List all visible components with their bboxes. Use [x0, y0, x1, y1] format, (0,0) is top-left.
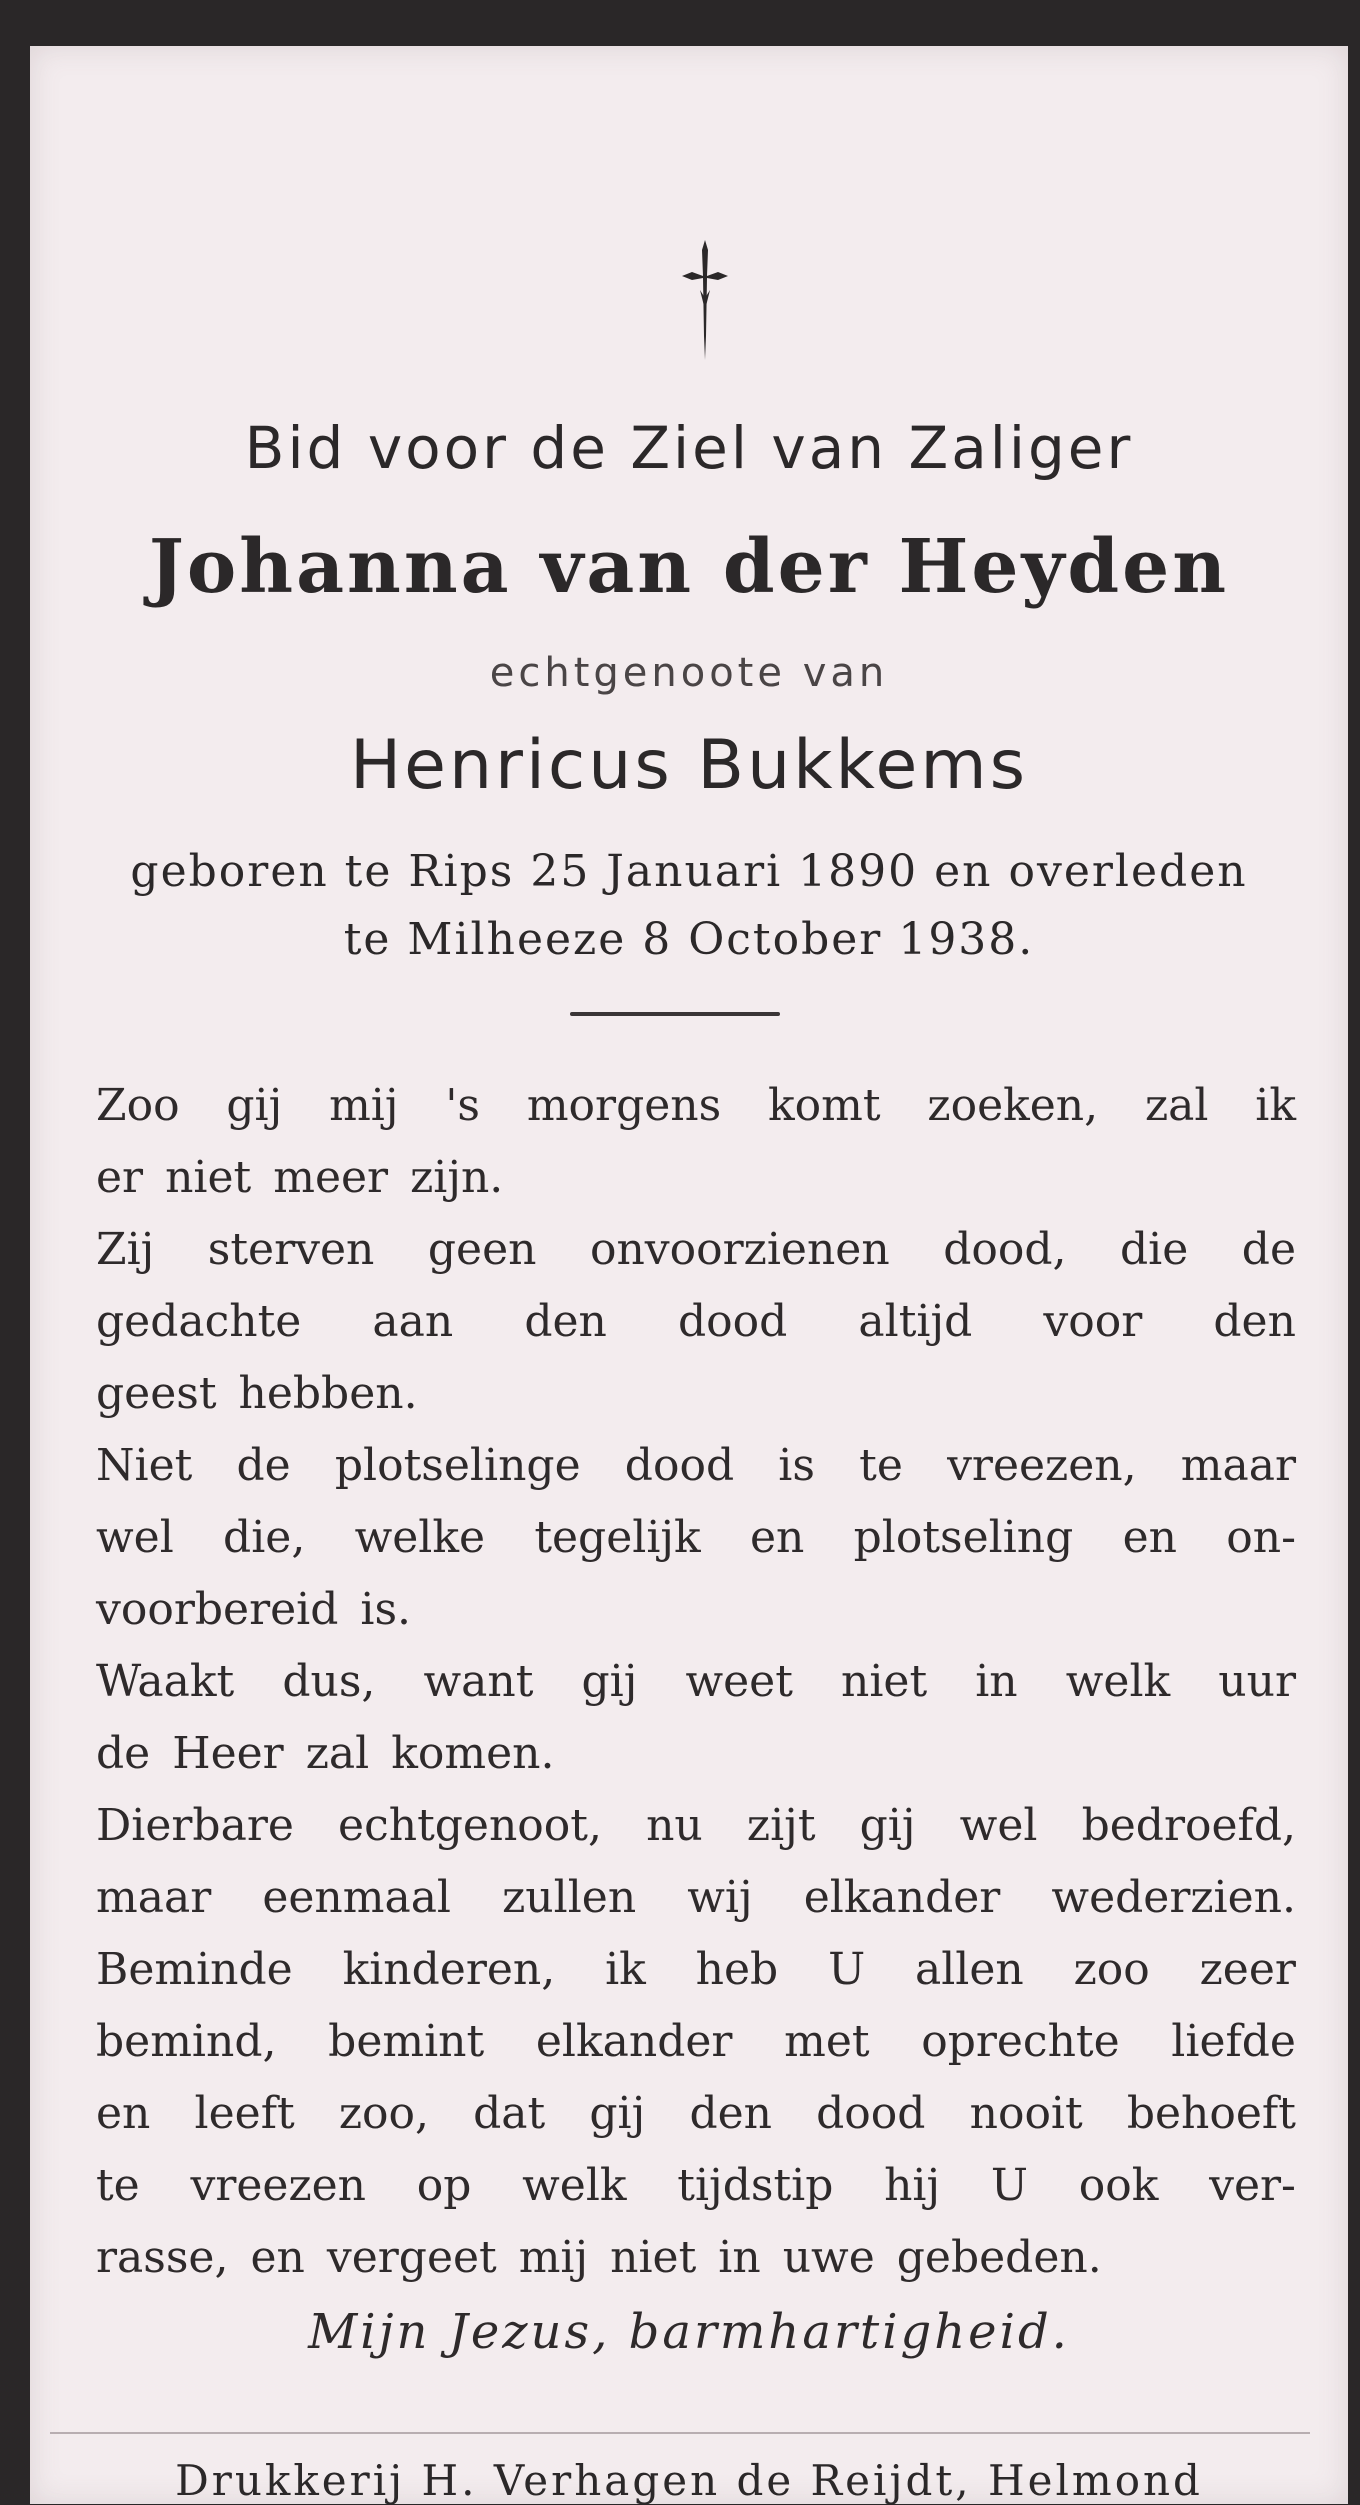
verse-word: plotselinge [334, 1440, 581, 1491]
verse-word: hij [884, 2160, 941, 2211]
death-place-line: te Milheeze 8 October 1938. [343, 914, 1035, 965]
verse-word: te [859, 1440, 903, 1491]
verse-line [96, 2006, 1296, 2078]
verse-word: en [250, 2232, 305, 2283]
verse-word: gebeden. [896, 2232, 1102, 2283]
verse-word: zoeken, [927, 1080, 1099, 1131]
verse-word: dat [473, 2088, 546, 2139]
verse-word: op [416, 2160, 472, 2211]
verse-line [96, 1718, 1296, 1790]
verse-word: gij [581, 1656, 638, 1707]
verse-word: wij [687, 1872, 753, 1923]
verse-word: gedachte [96, 1296, 302, 1347]
verse-word: meer [273, 1152, 389, 1203]
verse-word: zullen [502, 1872, 637, 1923]
verse-word: en [96, 2088, 151, 2139]
verse-line [96, 1790, 1296, 1862]
verse-word: voorbereid [96, 1584, 339, 1635]
verse-word: maar [96, 1872, 212, 1923]
verse-word: wel [96, 1512, 174, 1563]
verse-word: in [975, 1656, 1018, 1707]
closing-prayer: Mijn Jezus, barmhartigheid. [308, 2304, 1070, 2360]
verse-word: gij [226, 1080, 283, 1131]
verse-word: mij [329, 1080, 399, 1131]
cross-icon [670, 236, 740, 366]
verse-line [96, 2150, 1296, 2222]
verse-word: sterven [207, 1224, 375, 1275]
verse-line [96, 2078, 1296, 2150]
verse-word: elkander [535, 2016, 733, 2067]
verse-word: Zij [96, 1224, 155, 1275]
verse-word: Zoo [96, 1080, 180, 1131]
verse-word: rasse, [96, 2232, 229, 2283]
verse-word: maar [1180, 1440, 1296, 1491]
verse-word: Waakt [96, 1656, 235, 1707]
verse-word: die, [223, 1512, 306, 1563]
verse-word: komt [768, 1080, 881, 1131]
verse-word: voor [1043, 1296, 1143, 1347]
verse-word: uur [1218, 1656, 1296, 1707]
verse-word: behoeft [1126, 2088, 1296, 2139]
verse-word: in [718, 2232, 761, 2283]
verse-line [96, 1574, 1296, 1646]
verse-line [96, 1142, 1296, 1214]
verse-word: aan [372, 1296, 454, 1347]
verse-word: on- [1226, 1512, 1296, 1563]
verse-word: dood [816, 2088, 926, 2139]
verse-word: en [749, 1512, 805, 1563]
verse-word: liefde [1171, 2016, 1296, 2067]
verse-line [96, 1070, 1296, 1142]
verse-word: ook [1078, 2160, 1159, 2211]
verse-word: dood [678, 1296, 788, 1347]
verse-word: met [784, 2016, 870, 2067]
verse-word: niet [841, 1656, 928, 1707]
verse-word: de [1241, 1224, 1296, 1275]
verse-line [96, 1502, 1296, 1574]
verse-word: gij [859, 1800, 916, 1851]
verse-word: is [778, 1440, 815, 1491]
footer-divider [50, 2432, 1310, 2434]
verse-line [96, 1862, 1296, 1934]
verse-word: is. [360, 1584, 412, 1635]
verse-word: den [689, 2088, 772, 2139]
verse-word: te [96, 2160, 140, 2211]
verse-word: oprechte [921, 2016, 1120, 2067]
verse-word: ik [1255, 1080, 1296, 1131]
verse-word: nooit [969, 2088, 1083, 2139]
verse-word: Niet [96, 1440, 193, 1491]
verse-word: welk [1065, 1656, 1171, 1707]
verse-word: zijn. [410, 1152, 504, 1203]
verse-word: ver- [1209, 2160, 1296, 2211]
verse-word: zeer [1199, 1944, 1296, 1995]
verse-word: ik [605, 1944, 646, 1995]
verse-word: U [828, 1944, 866, 1995]
verse-word: tegelijk [534, 1512, 701, 1563]
verse-word: zal [305, 1728, 370, 1779]
verse-word: vreezen, [947, 1440, 1137, 1491]
verse-word: zijt [746, 1800, 816, 1851]
verse-word: zoo [1073, 1944, 1150, 1995]
verse-word: Dierbare [96, 1800, 294, 1851]
verse-word: heb [695, 1944, 779, 1995]
verse-word: echtgenoot, [338, 1800, 602, 1851]
verse-word: dus, [282, 1656, 376, 1707]
verse-word: welk [522, 2160, 627, 2211]
verse-word: vergeet [326, 2232, 497, 2283]
verse-word: niet [610, 2232, 697, 2283]
verse-word: 's [445, 1080, 481, 1131]
verse-word: morgens [526, 1080, 722, 1131]
verse-line [96, 2222, 1296, 2294]
verse-word: en [1122, 1512, 1177, 1563]
verse-line [96, 1214, 1296, 1286]
verse-line [96, 1430, 1296, 1502]
verse-word: bemind, [96, 2016, 277, 2067]
verse-word: onvoorzienen [589, 1224, 890, 1275]
verse-word: geen [427, 1224, 537, 1275]
verse-word: nu [646, 1800, 703, 1851]
verse-word: uwe [782, 2232, 875, 2283]
verse-word: vreezen [190, 2160, 366, 2211]
verse-word: want [423, 1656, 534, 1707]
verse-word: allen [915, 1944, 1024, 1995]
verse-word: bedroefd, [1081, 1800, 1296, 1851]
verse-word: dood, [943, 1224, 1067, 1275]
verse-word: Heer [172, 1728, 284, 1779]
verse-line [96, 1646, 1296, 1718]
verse-word: zoo, [338, 2088, 429, 2139]
verse-word: eenmaal [262, 1872, 452, 1923]
printer-credit: Drukkerij H. Verhagen de Reijdt, Helmond [175, 2456, 1203, 2505]
deceased-name: Johanna van der Heyden [148, 524, 1230, 610]
ornamental-rule [570, 1012, 780, 1016]
invocation-heading: Bid voor de Ziel van Zaliger [244, 414, 1134, 482]
verse-word: Beminde [96, 1944, 293, 1995]
verse-word: plotseling [853, 1512, 1074, 1563]
verse-line [96, 1934, 1296, 2006]
verse-word: welke [354, 1512, 486, 1563]
verse-word: niet [165, 1152, 252, 1203]
verse-word: de [96, 1728, 151, 1779]
verse-block [96, 1070, 1296, 2294]
verse-word: wel [959, 1800, 1038, 1851]
memorial-card [30, 46, 1348, 2504]
relation-label: echtgenoote van [489, 650, 889, 696]
verse-word: tijdstip [677, 2160, 834, 2211]
verse-word: er [96, 1152, 144, 1203]
verse-word: zal [1144, 1080, 1209, 1131]
verse-word: die [1120, 1224, 1189, 1275]
verse-word: mij [518, 2232, 589, 2283]
verse-word: komen. [391, 1728, 555, 1779]
verse-word: den [524, 1296, 607, 1347]
verse-word: kinderen, [342, 1944, 556, 1995]
verse-word: dood [624, 1440, 735, 1491]
verse-word: geest [96, 1368, 217, 1419]
verse-word: U [990, 2160, 1028, 2211]
verse-line [96, 1286, 1296, 1358]
verse-word: de [236, 1440, 291, 1491]
verse-word: altijd [858, 1296, 973, 1347]
verse-word: bemint [328, 2016, 485, 2067]
verse-word: weet [685, 1656, 793, 1707]
spouse-name: Henricus Bukkems [349, 726, 1029, 805]
verse-line [96, 1358, 1296, 1430]
verse-word: hebben. [238, 1368, 418, 1419]
verse-word: leeft [194, 2088, 295, 2139]
verse-word: den [1213, 1296, 1296, 1347]
verse-word: elkander [803, 1872, 1001, 1923]
verse-word: wederzien. [1051, 1872, 1296, 1923]
birth-death-line: geboren te Rips 25 Januari 1890 en overleden [130, 846, 1248, 897]
verse-word: gij [589, 2088, 646, 2139]
